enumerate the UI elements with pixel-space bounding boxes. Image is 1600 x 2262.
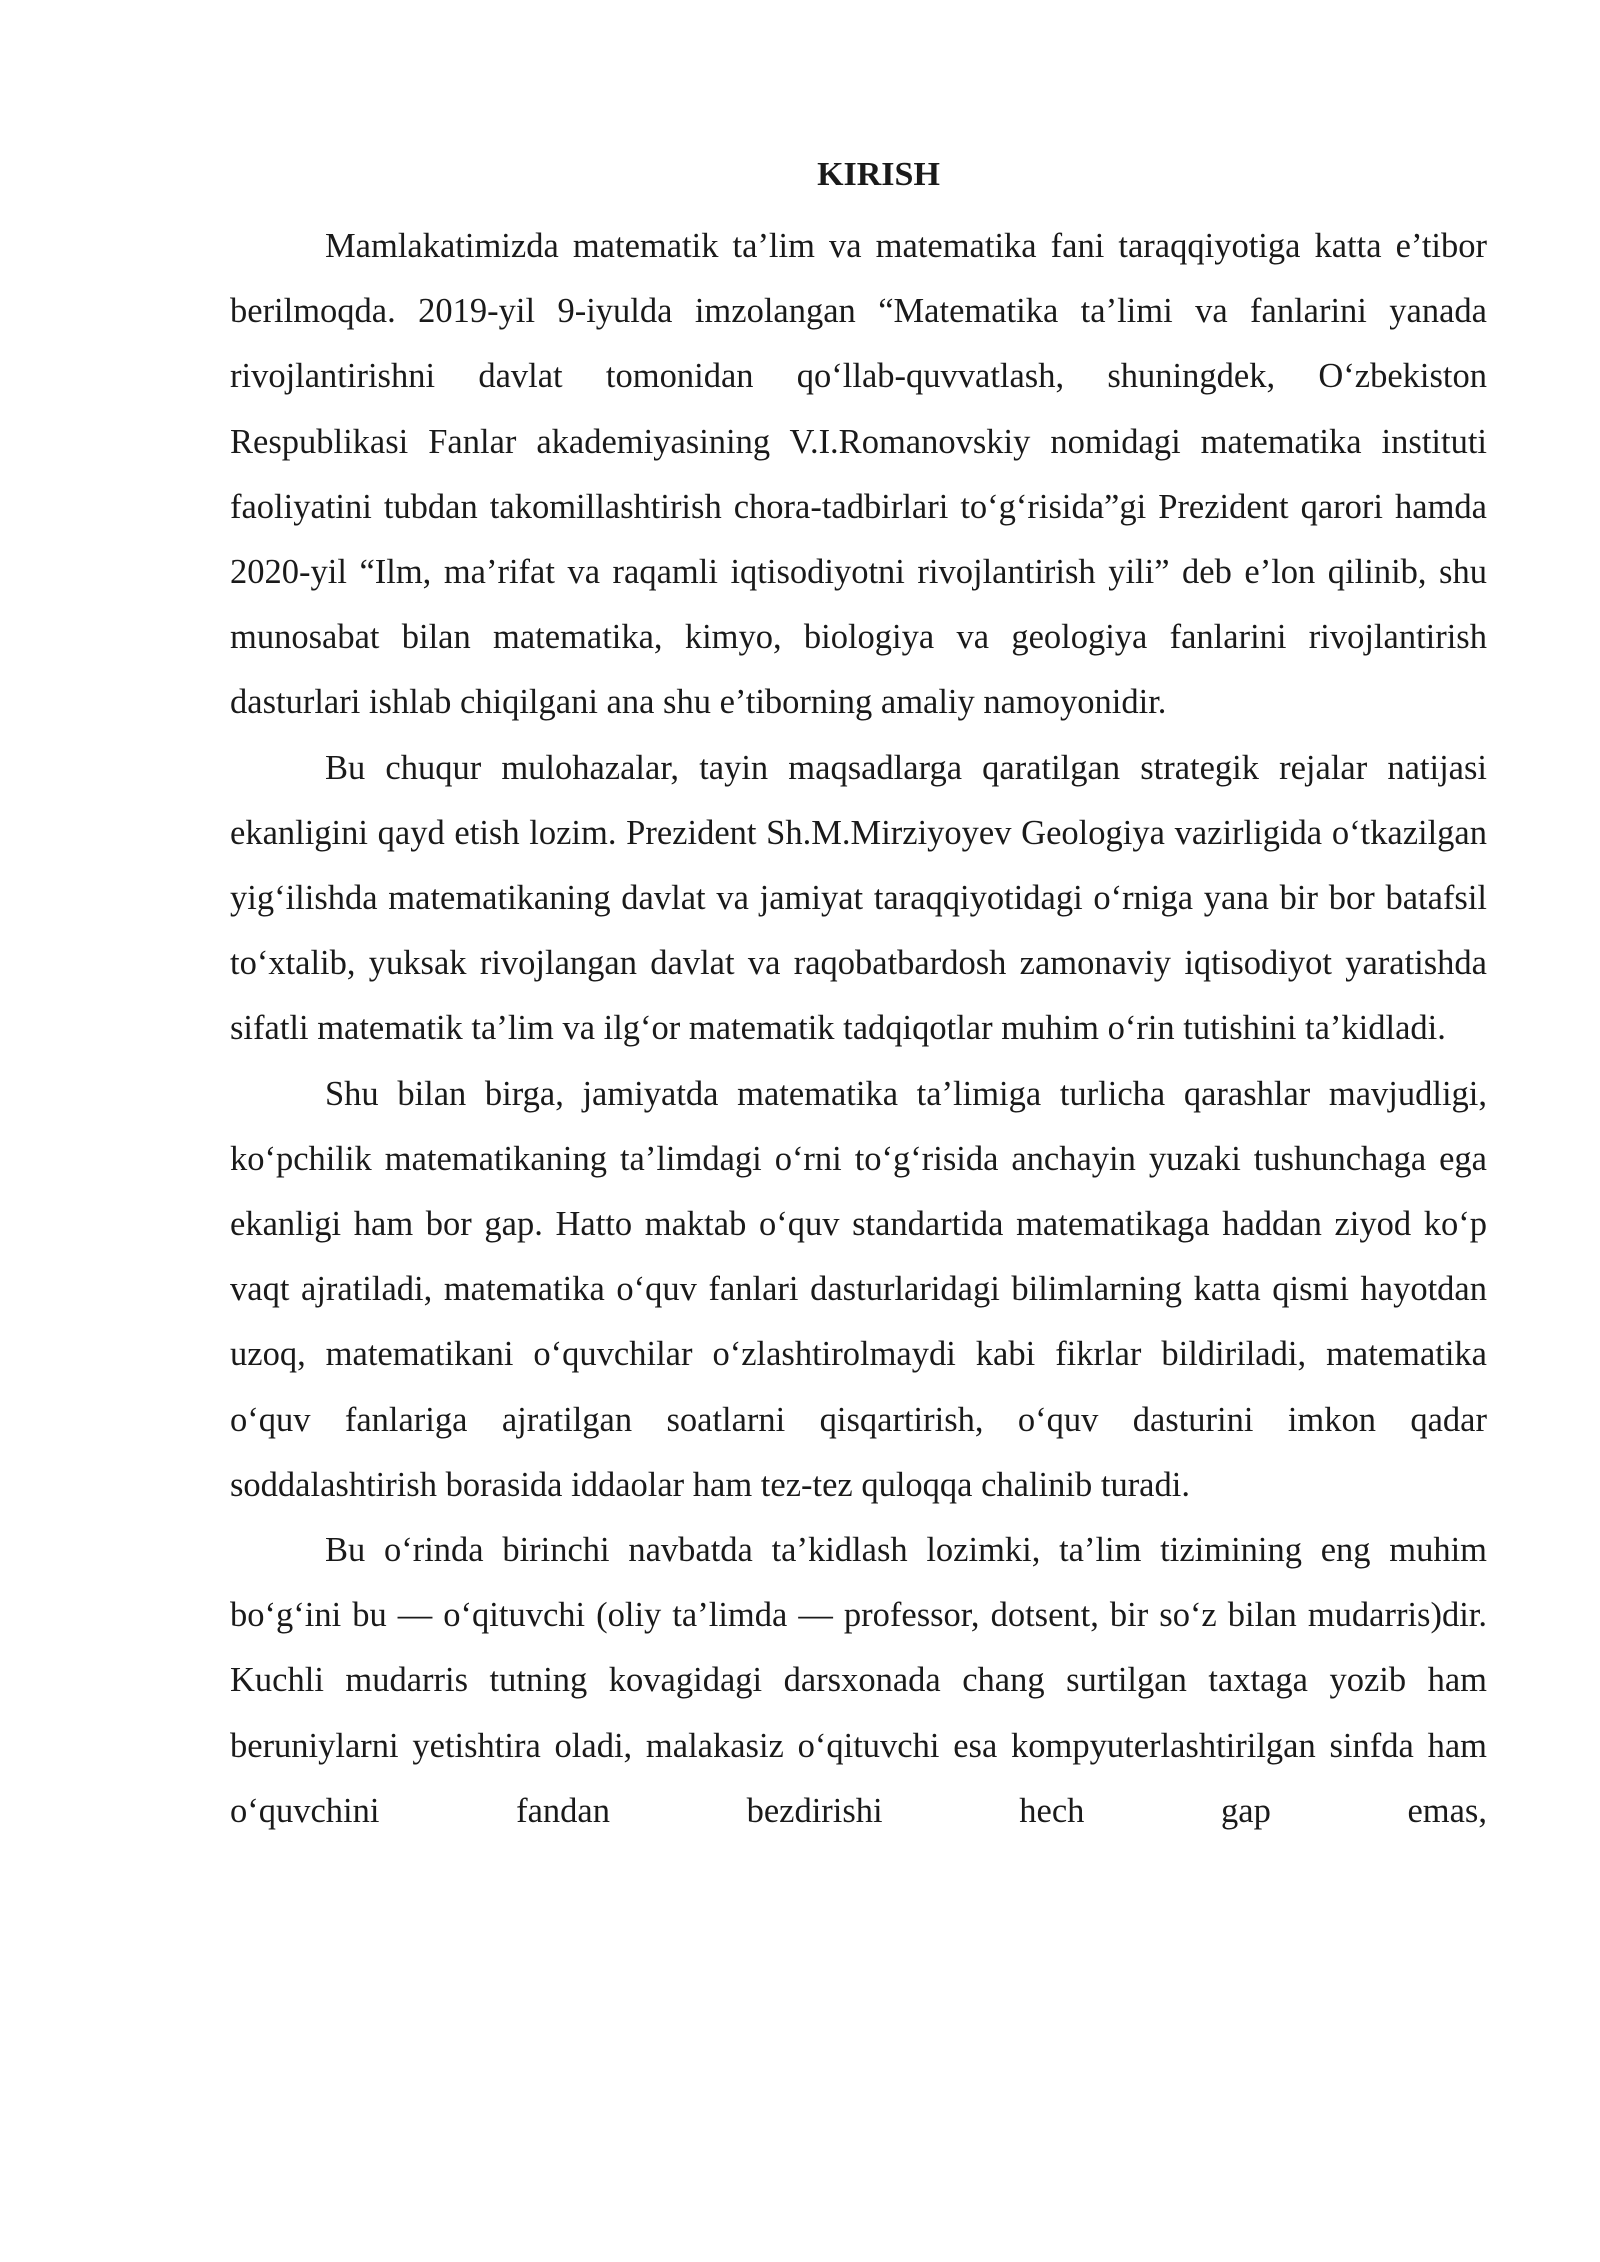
page-content [230, 150, 1487, 1844]
paragraph-2: Bu chuqur mulohazalar, tayin maqsadlarga qaratilgan strategik rejalar natijasi ekanligini qayd etish lozim. Prezident Sh.M.Mirziyoyev Geologiya vazirligida o‘tkazilgan yig‘ilishda matematikaning davlat va jamiyat taraqqiyotidagi o‘rniga yana bir bor batafsil to‘xtalib, yuksak rivojlangan davlat va raqobatbardosh zamonaviy iqtisodiyot yaratishda sifatli matematik ta’lim va ilg‘or matematik tadqiqotlar muhim o‘rin tutishini ta’kidladi. [230, 748, 1487, 1048]
paragraph-3: Shu bilan birga, jamiyatda matematika ta’limiga turlicha qarashlar mavjudligi, ko‘pchilik matematikaning ta’limdagi o‘rni to‘g‘risida anchayin yuzaki tushunchaga ega ekanligi ham bor gap. Hatto maktab o‘quv standartida matematikaga haddan ziyod ko‘p vaqt ajratiladi, matematika o‘quv fanlari dasturlaridagi bilimlarning katta qismi hayotdan uzoq, matematikani o‘quvchilar o‘zlashtirolmaydi kabi fikrlar bildiriladi, matematika o‘quv fanlariga ajratilgan soatlarni qisqartirish, o‘quv dasturini imkon qadar soddalashtirish borasida iddaolar ham tez-tez quloqqa chalinib turadi. [230, 1074, 1487, 1504]
paragraph-4: Bu o‘rinda birinchi navbatda ta’kidlash lozimki, ta’lim tizimining eng muhim bo‘g‘ini bu — o‘qituvchi (oliy ta’limda — professor, dotsent, bir so‘z bilan mudarris)dir. Kuchli mudarris tutning kovagidagi darsxonada chang surtilgan taxtaga yozib ham beruniylarni yetishtira oladi, malakasiz o‘qituvchi esa kompyuterlashtirilgan sinfda ham o‘quvchini fandan bezdirishi hech gap emas, [230, 1531, 1487, 1830]
paragraph-1: Mamlakatimizda matematik ta’lim va matematika fani taraqqiyotiga katta e’tibor berilmoqda. 2019-yil 9-iyulda imzolangan “Matematika ta’limi va fanlarini yanada rivojlantirishni davlat tomonidan qo‘llab-quvvatlash, shuningdek, O‘zbekiston Respublikasi Fanlar akademiyasining V.I.Romanovskiy nomidagi matematika instituti faoliyatini tubdan takomillashtirish chora-tadbirlari to‘g‘risida”gi Prezident qarori hamda 2020-yil “Ilm, ma’rifat va raqamli iqtisodiyotni rivojlantirish yili” deb e’lon qilinib, shu munosabat bilan matematika, kimyo, biologiya va geologiya fanlarini rivojlantirish dasturlari ishlab chiqilgani ana shu e’tiborning amaliy namoyonidir. [230, 227, 1487, 722]
section-title: KIRISH [817, 156, 940, 193]
